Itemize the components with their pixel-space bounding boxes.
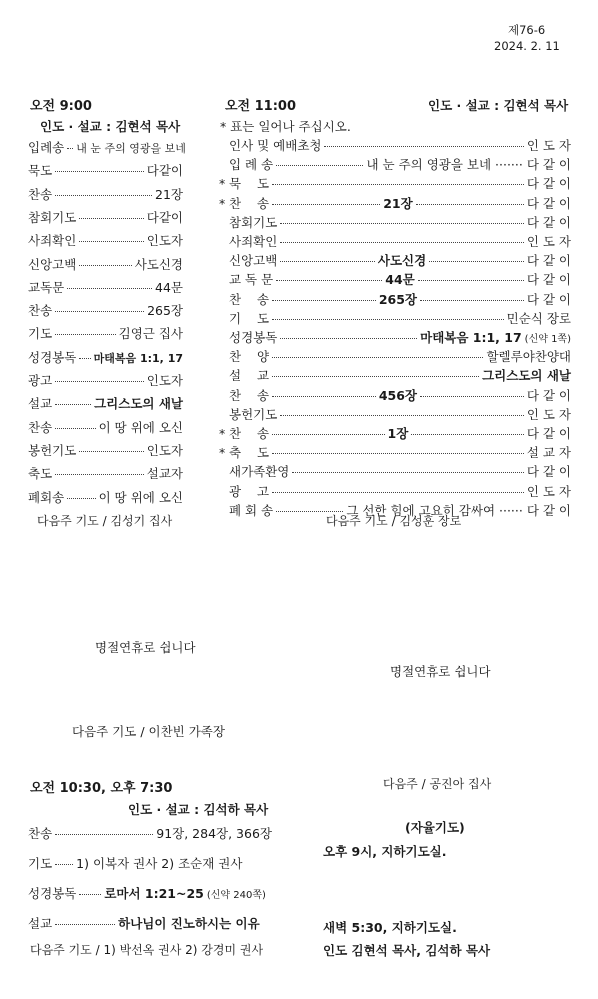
service-11-row-label: 교 독 문 [229, 272, 274, 288]
service-11-row-value: 인 도 자 [526, 406, 571, 422]
service-11-row-value: 다 같 이 [526, 387, 571, 403]
evening-sermon-value: 하나님이 진노하시는 이유 [118, 916, 260, 931]
service-9-row [28, 255, 183, 275]
dot-leader [55, 195, 152, 196]
service-11-row-value: 인 도 자 [526, 138, 571, 153]
dot-leader [280, 242, 524, 243]
service-11-title: 오전 11:00 [225, 99, 297, 114]
service-11-row-value: 인 도 자 [526, 234, 571, 249]
stand-marker: * [219, 176, 226, 192]
service-11-row-value: 다 같 이 [526, 195, 571, 211]
evening-bible-row [28, 884, 290, 904]
service-11-row-value: 할렐루야찬양대 [486, 349, 571, 365]
service-11-row-label: 찬 송 [229, 195, 270, 211]
service-9-row [28, 138, 186, 158]
service-9-row-value: 이 땅 위에 오신 [98, 419, 183, 435]
prayer-leaders: 인도 김현석 목사, 김석하 목사 [323, 943, 491, 958]
dot-leader [272, 184, 524, 185]
service-11-row-detail: 1장 [387, 426, 409, 441]
service-11-row [219, 386, 571, 406]
bulletin-date: 2024. 2. 11 [494, 39, 560, 53]
service-11-row [219, 270, 571, 290]
dot-leader [79, 358, 90, 359]
service-11-row-label: 사죄확인 [229, 234, 278, 249]
service-11-row-label: 찬 송 [229, 291, 270, 307]
service-11-row [219, 194, 571, 214]
dot-leader [55, 381, 144, 382]
service-9-row-value: 21장 [155, 186, 183, 202]
dot-leader [272, 434, 385, 435]
dot-leader [55, 334, 115, 335]
service-11-row-label: 묵 도 [229, 176, 270, 192]
service-9-row-value: 인도자 [146, 233, 183, 249]
evening-bible-page: (신약 240쪽) [206, 890, 266, 901]
service-9-row [28, 441, 183, 461]
dot-leader [276, 280, 382, 281]
service-9-row [28, 394, 183, 414]
service-9-row-value: 김영근 집사 [118, 326, 183, 342]
service-9-row-value: 인도자 [146, 373, 183, 388]
evening-bible-label: 성경봉독 [28, 886, 77, 901]
service-11-row-detail: 456장 [378, 387, 418, 403]
service-11-row [219, 309, 571, 329]
service-9-row-label: 찬송 [28, 419, 53, 435]
dot-leader [79, 894, 101, 895]
service-9-row-value: 사도신경 [134, 256, 183, 272]
service-9-row [28, 301, 183, 321]
evening-hymn-row [28, 824, 272, 844]
prayer-dawn: 새벽 5:30, 지하기도실. [323, 920, 457, 935]
evening-prayer-label: 기도 [28, 856, 53, 871]
dot-leader [55, 171, 144, 172]
dot-leader [55, 924, 115, 925]
service-11-row [219, 443, 571, 463]
service-9-row-label: 교독문 [28, 279, 65, 295]
service-11-row-value: 다 같 이 [526, 272, 572, 288]
service-9-row-value: 마태복음 1:1, 17 [93, 351, 183, 365]
dot-leader [280, 261, 375, 262]
service-9-row-label: 성경봉독 [28, 349, 77, 365]
dot-leader [55, 864, 73, 865]
service-11-row-value: 다 같 이 [526, 291, 571, 307]
service-9-row [28, 348, 183, 368]
service-9-row [28, 185, 183, 205]
service-11-row-value: 다 같 이 [526, 464, 571, 480]
service-11-row-value: 인 도 자 [526, 483, 571, 499]
service-11-row-label: 성경봉독 [229, 330, 278, 345]
evening-bible-value: 로마서 1:21~25 [104, 886, 204, 901]
service-evening-next-prayer: 다음주 기도 / 1) 박선옥 권사 2) 강경미 권사 [30, 943, 264, 957]
service-11-row-label: 기 도 [229, 310, 270, 326]
dot-leader [280, 415, 524, 416]
service-9-row-label: 폐회송 [28, 489, 65, 505]
evening-hymn-label: 찬송 [28, 826, 53, 841]
prayer-pm9: 오후 9시, 지하기도실. [323, 844, 447, 859]
service-11-row-value: 내 눈 주의 영광을 보네 ······· 다 같 이 [366, 157, 571, 173]
evening-sermon-row [28, 914, 272, 934]
service-9-row-value: 설교자 [146, 466, 183, 482]
service-9-row-value: 다같이 [146, 209, 183, 225]
service-11-row-label: 찬 송 [229, 387, 270, 403]
stand-marker: * [219, 445, 226, 461]
service-11-row-detail: 21장 [383, 195, 413, 211]
next-prayer-left: 다음주 기도 / 이찬빈 가족장 [72, 724, 225, 739]
service-11-row-detail: 44문 [385, 272, 415, 288]
dot-leader [272, 376, 479, 377]
evening-prayer-value: 1) 이복자 권사 2) 조순재 권사 [76, 856, 243, 871]
holiday-notice-right: 명절연휴로 쉽니다 [390, 664, 491, 679]
service-9-row-value: 265장 [147, 303, 183, 319]
evening-prayer-row [28, 854, 278, 874]
service-9-row-value: 44문 [155, 279, 183, 295]
service-11-row [219, 213, 571, 233]
next-prayer-right: 다음주 / 공진아 집사 [383, 777, 492, 791]
dot-leader [272, 319, 504, 320]
stand-marker: * [219, 426, 226, 441]
service-evening-title: 오전 10:30, 오후 7:30 [30, 781, 173, 796]
service-9-row-label: 입례송 [28, 140, 65, 155]
service-9-row-label: 기도 [28, 326, 53, 342]
service-11-row-value: 마태복음 1:1, 17 [420, 330, 522, 345]
service-11-row-detail: 사도신경 [377, 253, 427, 269]
service-11-row-label: 새가족환영 [229, 464, 290, 480]
dot-leader [67, 148, 73, 149]
service-11-row-value: 다 같 이 [526, 426, 572, 441]
service-9-row-value: 내 눈 주의 영광을 보네 [76, 142, 186, 155]
service-9-row [28, 208, 183, 228]
service-9-row [28, 418, 183, 438]
dot-leader [67, 498, 95, 499]
service-11-row-label: 찬 송 [229, 426, 270, 441]
service-11-row-label: 입 례 송 [229, 157, 274, 173]
service-11-leader: 인도 · 설교 : 김현석 목사 [428, 98, 569, 113]
dot-leader [272, 300, 376, 301]
service-9-title: 오전 9:00 [30, 99, 92, 114]
service-9-row-label: 묵도 [28, 163, 53, 179]
dot-leader [272, 357, 483, 358]
dot-leader [79, 241, 143, 242]
dot-leader [280, 338, 417, 339]
service-9-row-label: 봉헌기도 [28, 442, 77, 458]
dot-leader [420, 396, 524, 397]
service-9-row-label: 설교 [28, 396, 53, 412]
service-9-leader: 인도 · 설교 : 김현석 목사 [40, 119, 181, 134]
service-11-row-label: 신앙고백 [229, 253, 278, 269]
service-9-row-label: 찬송 [28, 186, 53, 202]
service-11-row-value: 설 교 자 [526, 445, 571, 461]
dot-leader [79, 218, 143, 219]
dot-leader [272, 453, 524, 454]
dot-leader [55, 428, 95, 429]
dot-leader [55, 834, 153, 835]
service-11-row-label: 광 고 [229, 483, 270, 499]
service-11-next-prayer: 다음주 기도 / 김성훈 장로 [326, 514, 462, 528]
service-11-row [219, 251, 571, 271]
service-9-row-value: 이 땅 위에 오신 [98, 489, 183, 505]
dot-leader [324, 146, 523, 147]
free-prayer-label: (자율기도) [405, 820, 465, 835]
service-9-row [28, 488, 183, 508]
dot-leader [55, 474, 144, 475]
dot-leader [411, 434, 524, 435]
service-11-row [219, 482, 571, 502]
service-11-row [219, 290, 571, 310]
dot-leader [272, 204, 380, 205]
dot-leader [429, 261, 524, 262]
service-11-row-value: 그 선한 힘에 고요히 감싸여 ······ 다 같 이 [346, 502, 571, 518]
service-11-row-detail: 265장 [378, 291, 418, 307]
service-11-row [219, 366, 571, 386]
service-11-row-value: 다 같 이 [526, 176, 571, 192]
service-11-row [219, 424, 571, 444]
service-9-row-label: 찬송 [28, 303, 53, 319]
service-11-row [219, 174, 571, 194]
dot-leader [420, 300, 524, 301]
holiday-notice-left: 명절연휴로 쉽니다 [95, 640, 196, 655]
dot-leader [79, 265, 131, 266]
service-11-row-label: 설 교 [229, 368, 270, 384]
service-11-row [219, 405, 571, 425]
service-9-row-value: 인도자 [146, 442, 183, 458]
dot-leader [416, 204, 524, 205]
dot-leader [55, 311, 144, 312]
evening-sermon-label: 설교 [28, 916, 53, 931]
bulletin-number: 제76-6 [508, 23, 546, 37]
dot-leader [276, 165, 363, 166]
dot-leader [418, 280, 524, 281]
service-11-row-value: 민순식 장로 [506, 310, 571, 326]
stand-notice: * 표는 일어나 주십시오. [220, 119, 351, 134]
service-9-row-label: 축도 [28, 466, 53, 482]
service-11-row [219, 136, 571, 156]
service-11-row [219, 232, 571, 252]
service-11-row-label: 폐 회 송 [229, 502, 274, 518]
service-9-row [28, 161, 183, 181]
service-9-row-label: 참회기도 [28, 209, 77, 225]
dot-leader [55, 404, 91, 405]
service-11-row [219, 328, 571, 348]
service-9-row-value: 다같이 [146, 163, 183, 179]
service-11-row-label: 참회기도 [229, 214, 278, 230]
service-11-row-value: 그리스도의 새날 [482, 368, 571, 384]
service-9-row-label: 광고 [28, 373, 53, 388]
service-11-row [219, 347, 571, 367]
service-11-row-label: 인사 및 예배초청 [229, 138, 322, 153]
service-9-row-label: 사죄확인 [28, 233, 77, 249]
service-11-row-value: 다 같 이 [526, 214, 571, 230]
service-11-row [219, 462, 571, 482]
service-9-row-label: 신앙고백 [28, 256, 77, 272]
service-11-row-value: 다 같 이 [526, 253, 571, 269]
dot-leader [79, 451, 143, 452]
service-11-row [219, 155, 571, 175]
dot-leader [292, 472, 523, 473]
service-9-row-value: 그리스도의 새날 [94, 396, 183, 412]
service-11-row-label: 축 도 [229, 445, 270, 461]
evening-hymn-value: 91장, 284장, 366장 [156, 826, 272, 841]
service-9-row [28, 464, 183, 484]
service-9-row [28, 231, 183, 251]
dot-leader [67, 288, 152, 289]
dot-leader [280, 223, 524, 224]
service-9-row [28, 371, 183, 391]
service-evening-leader: 인도 · 설교 : 김석하 목사 [128, 802, 269, 817]
service-11-row-label: 봉헌기도 [229, 406, 278, 422]
dot-leader [272, 396, 376, 397]
service-9-row [28, 278, 183, 298]
service-9-row [28, 324, 183, 344]
dot-leader [272, 492, 524, 493]
bible-page-note: (신약 1쪽) [524, 334, 571, 345]
service-11-row-label: 찬 양 [229, 349, 270, 365]
stand-marker: * [219, 195, 226, 211]
service-9-next-prayer: 다음주 기도 / 김성기 집사 [37, 514, 173, 528]
